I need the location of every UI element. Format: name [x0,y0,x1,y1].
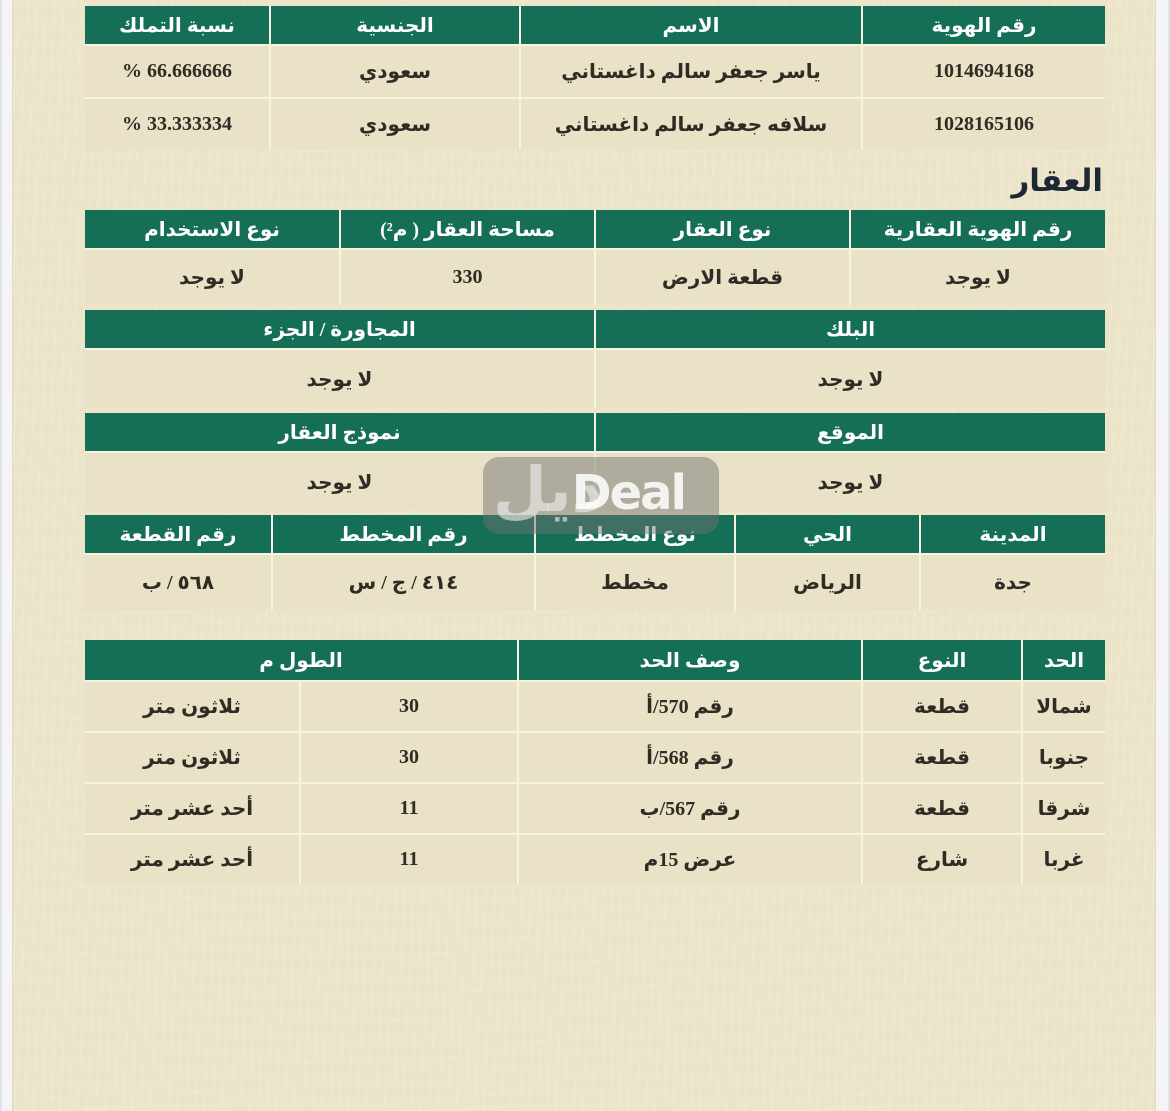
borders-header-border: الحد [1022,640,1105,681]
border-length-number: 11 [300,783,518,834]
owners-header-id: رقم الهوية [862,6,1105,45]
location-header-row [85,413,1105,452]
location-header-location: الموقع [595,413,1105,452]
block-header-row [85,310,1105,349]
block-header-adjacent-part: المجاورة / الجزء [85,310,595,349]
property-header-area: مساحة العقار ( م²) [340,210,595,249]
owners-header-share: نسبة التملك [85,6,270,45]
owners-header-row [85,6,1105,45]
plan-header-plan-no: رقم المخطط [272,515,535,554]
border-side: شرقا [1022,783,1105,834]
border-description: رقم 570/أ [518,681,862,732]
plan-district: الرياض [735,554,920,610]
owner-name: ياسر جعفر سالم داغستاني [520,45,862,98]
border-side: شمالا [1022,681,1105,732]
plan-header-row [85,515,1105,554]
page-right-margin [1155,0,1170,1111]
table-row [85,681,1105,732]
table-row [85,834,1105,884]
plan-header-plot-no: رقم القطعة [85,515,272,554]
border-type: قطعة [862,783,1022,834]
property-header-type: نوع العقار [595,210,850,249]
plan-plot-no: ٥٦٨ / ب [85,554,272,610]
border-type: قطعة [862,732,1022,783]
table-row [85,45,1105,98]
location-value: لا يوجد [595,452,1105,511]
page-title: العقار [1011,163,1103,198]
border-description: رقم 568/أ [518,732,862,783]
borders-table [85,640,1105,884]
block-value: لا يوجد [595,349,1105,408]
borders-header-type: النوع [862,640,1022,681]
border-description: عرض 15م [518,834,862,884]
property-table [85,210,1105,305]
owners-header-nationality: الجنسية [270,6,520,45]
owner-id: 1028165106 [862,98,1105,150]
table-row [85,249,1105,305]
location-table [85,413,1105,511]
table-row [85,783,1105,834]
owner-share: % 66.666666 [85,45,270,98]
table-row [85,349,1105,408]
property-header-usage: نوع الاستخدام [85,210,340,249]
owner-name: سلافه جعفر سالم داغستاني [520,98,862,150]
plan-header-district: الحي [735,515,920,554]
block-table [85,310,1105,408]
property-real-estate-id: لا يوجد [850,249,1105,305]
plan-city: جدة [920,554,1105,610]
property-type: قطعة الارض [595,249,850,305]
owners-header-name: الاسم [520,6,862,45]
page-left-margin [0,0,13,1111]
location-header-model: نموذج العقار [85,413,595,452]
owner-nationality: سعودي [270,45,520,98]
table-row [85,732,1105,783]
model-value: لا يوجد [85,452,595,511]
owner-nationality: سعودي [270,98,520,150]
deed-content [85,6,1105,884]
border-length-number: 30 [300,681,518,732]
borders-header-length: الطول م [85,640,518,681]
borders-header-row [85,640,1105,681]
deal-watermark-arabic-text: ديل [493,453,604,526]
border-length-number: 11 [300,834,518,884]
border-length-text: ثلاثون متر [85,681,300,732]
block-header-block: البلك [595,310,1105,349]
borders-header-description: وصف الحد [518,640,862,681]
plan-plan-type: مخطط [535,554,735,610]
border-description: رقم 567/ب [518,783,862,834]
plan-table [85,515,1105,610]
owner-share: % 33.333334 [85,98,270,150]
table-row [85,452,1105,511]
border-length-text: أحد عشر متر [85,783,300,834]
adjacent-part-value: لا يوجد [85,349,595,408]
owner-id: 1014694168 [862,45,1105,98]
owners-table [85,6,1105,150]
property-header-row [85,210,1105,249]
table-row [85,98,1105,150]
property-area: 330 [340,249,595,305]
border-side: غربا [1022,834,1105,884]
deal-watermark-latin-text: Deal [571,465,685,521]
property-usage: لا يوجد [85,249,340,305]
border-length-number: 30 [300,732,518,783]
table-row [85,554,1105,610]
border-type: قطعة [862,681,1022,732]
property-header-real-estate-id: رقم الهوية العقارية [850,210,1105,249]
plan-header-plan-type: نوع المخطط [535,515,735,554]
border-length-text: ثلاثون متر [85,732,300,783]
plan-header-city: المدينة [920,515,1105,554]
plan-plan-no: ٤١٤ / ج / س [272,554,535,610]
border-type: شارع [862,834,1022,884]
border-side: جنوبا [1022,732,1105,783]
border-length-text: أحد عشر متر [85,834,300,884]
